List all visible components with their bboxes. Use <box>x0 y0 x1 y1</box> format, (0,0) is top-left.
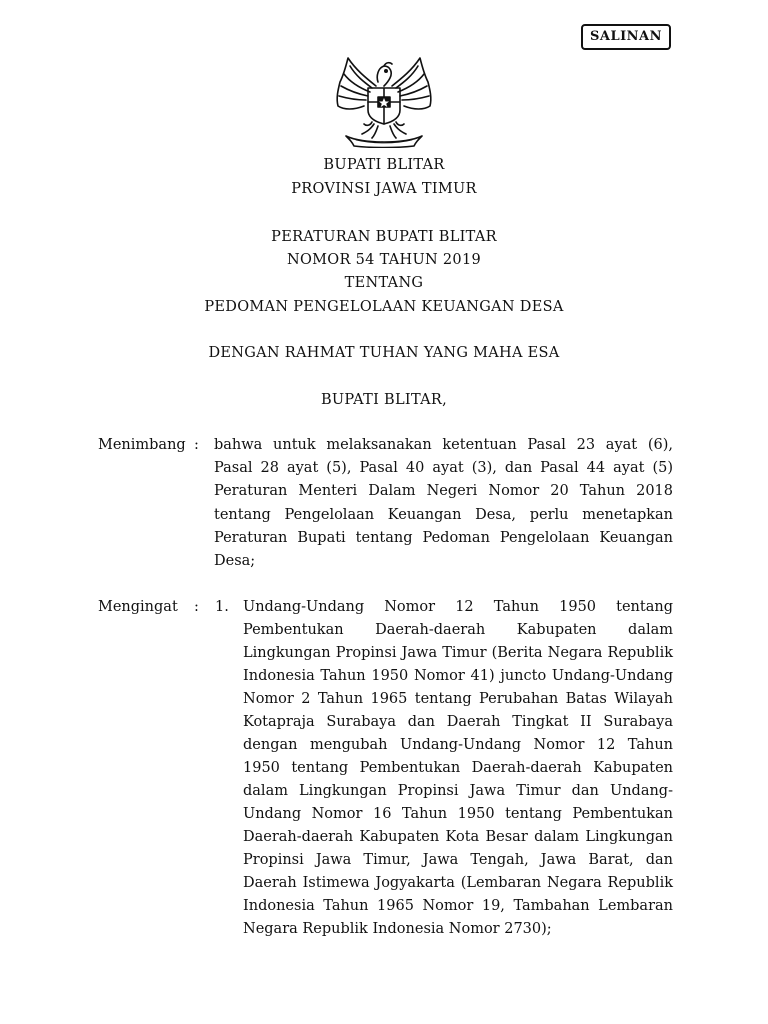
salinan-stamp: SALINAN <box>581 24 671 50</box>
menimbang-line: Peraturan Menteri Dalam Negeri Nomor 20 Tahun 2018 <box>214 483 673 499</box>
regulation-about: TENTANG <box>344 275 424 291</box>
mengingat-line: Negara Republik Indonesia Nomor 2730); <box>243 921 552 937</box>
mengingat-line: Propinsi Jawa Timur, Jawa Tengah, Jawa Barat, dan <box>243 852 673 868</box>
mengingat-line: Daerah-daerah Kabupaten Kota Besar dalam Lingkungan <box>243 829 673 845</box>
menimbang-line: Peraturan Bupati tentang Pedoman Pengelolaan Keuangan <box>214 530 673 546</box>
mengingat-line: dalam Lingkungan Propinsi Jawa Timur dan Undang- <box>243 783 673 799</box>
menimbang-line: tentang Pengelolaan Keuangan Desa, perlu menetapkan <box>214 507 673 523</box>
regent-heading: BUPATI BLITAR <box>323 157 445 173</box>
mengingat-line: Kotapraja Surabaya dan Daerah Tingkat II Surabaya <box>243 714 673 730</box>
mengingat-line: Daerah Istimewa Jogyakarta (Lembaran Negara Republik <box>243 875 673 891</box>
mengingat-line: Lingkungan Propinsi Jawa Timur (Berita Negara Republik <box>243 645 673 661</box>
preamble-issuer: BUPATI BLITAR, <box>320 392 448 408</box>
menimbang-colon: : <box>194 437 199 453</box>
province-heading: PROVINSI JAWA TIMUR <box>291 181 477 197</box>
mengingat-line: Indonesia Tahun 1965 Nomor 19, Tambahan Lembaran <box>243 898 673 914</box>
mengingat-label: Mengingat <box>98 599 178 615</box>
mengingat-line: dengan mengubah Undang-Undang Nomor 12 Tahun <box>243 737 673 753</box>
mengingat-line: Pembentukan Daerah-daerah Kabupaten dalam <box>243 622 673 638</box>
garuda-pancasila-emblem-icon <box>326 52 442 148</box>
menimbang-line: Pasal 28 ayat (5), Pasal 40 ayat (3), dan Pasal 44 ayat (5) <box>214 460 673 476</box>
mengingat-line: Undang-Undang Nomor 12 Tahun 1950 tentang <box>243 599 673 615</box>
mengingat-line: Indonesia Tahun 1950 Nomor 41) juncto Undang-Undang <box>243 668 673 684</box>
regulation-title: PERATURAN BUPATI BLITAR <box>271 229 497 245</box>
menimbang-line: bahwa untuk melaksanakan ketentuan Pasal 23 ayat (6), <box>214 437 673 453</box>
preamble-invocation: DENGAN RAHMAT TUHAN YANG MAHA ESA <box>208 345 560 361</box>
menimbang-label: Menimbang <box>98 437 186 453</box>
mengingat-line: 1950 tentang Pembentukan Daerah-daerah Kabupaten <box>243 760 673 776</box>
mengingat-line: Undang Nomor 16 Tahun 1950 tentang Pembentukan <box>243 806 673 822</box>
regulation-number: NOMOR 54 TAHUN 2019 <box>286 252 481 268</box>
mengingat-line: Nomor 2 Tahun 1965 tentang Perubahan Batas Wilayah <box>243 691 673 707</box>
mengingat-item-number: 1. <box>215 599 229 615</box>
mengingat-colon: : <box>194 599 199 615</box>
menimbang-line: Desa; <box>214 553 256 569</box>
regulation-subject: PEDOMAN PENGELOLAAN KEUANGAN DESA <box>204 299 564 315</box>
